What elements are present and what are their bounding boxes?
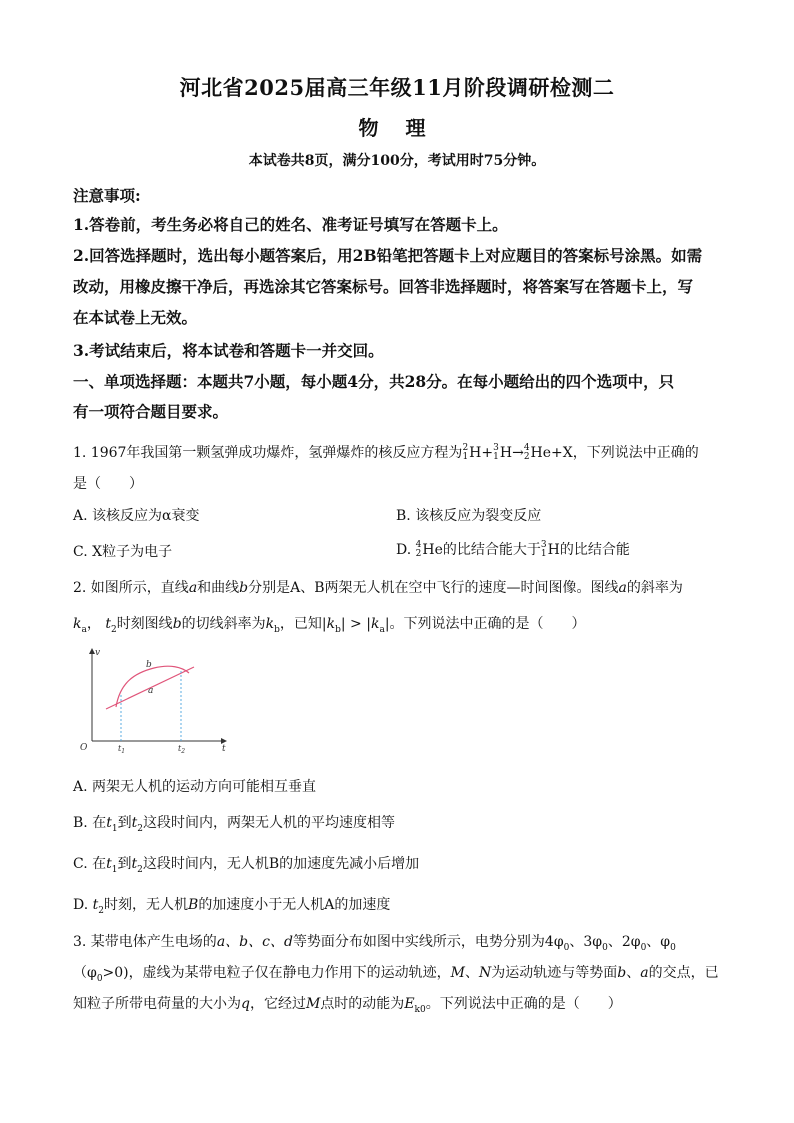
q1-x: X — [562, 445, 573, 461]
q2-option-b: B. 在$t_1$到$t_2$这段时间内，两架无人机的平均速度相等 — [73, 815, 395, 834]
curve-b-label: b — [146, 660, 152, 670]
q1-he: He — [530, 445, 552, 461]
notice-item-1: 1.答卷前，考生务必将自己的姓名、准考证号填写在答题卡上。 — [73, 215, 508, 234]
q2-option-d: D. $t_2$时刻，无人机B的加速度小于无人机A的加速度 — [73, 897, 391, 916]
question-2-stem: 2. 如图所示，直线a和曲线b分别是A、B两架无人机在空中飞行的速度—时间图像。图线a的斜率为 — [73, 580, 683, 596]
q2-option-c: C. 在$t_1$到$t_2$这段时间内，无人机B的加速度先减小后增加 — [73, 856, 420, 875]
section-heading-cont: 有一项符合题目要求。 — [73, 402, 229, 421]
deuterium-nucleus: 2 1 — [462, 443, 469, 462]
exam-info: 本试卷共8页，满分100分，考试用时75分钟。 — [248, 153, 546, 169]
q1-plus: + — [481, 445, 494, 461]
q1-option-c: C. X粒子为电子 — [73, 544, 173, 560]
t2-label: $t_2$ — [178, 744, 186, 755]
question-1-stem — [73, 442, 699, 462]
q1-option-d: D. 4 2 He的比结合能大于 3 1 H的比结合能 — [396, 540, 630, 559]
t-axis-label: t — [222, 744, 226, 754]
q1-h2: H — [469, 445, 482, 461]
reaction-arrow: → — [512, 445, 524, 461]
section-heading: 一、单项选择题：本题共7小题，每小题4分，共28分。在每小题给出的四个选项中，只 — [73, 372, 675, 391]
exam-title: 河北省2025届高三年级11月阶段调研检测二 — [179, 75, 615, 100]
question-1-stem-end: 是（ ） — [73, 476, 143, 492]
question-3-stem: 3. 某带电体产生电场的a、b、c、d等势面分布如图中实线所示，电势分别为$4\varphi_0$、$3\varphi_0$、$2\varphi_0$、$\varphi_0$ — [73, 934, 676, 953]
q2-option-a: A. 两架无人机的运动方向可能相互垂直 — [73, 779, 317, 795]
notice-item-2: 2.回答选择题时，选出每小题答案后，用2B铅笔把答题卡上对应题目的答案标号涂黑。如需 — [73, 246, 703, 265]
q1-option-a: A. 该核反应为α衰变 — [73, 508, 200, 524]
origin-label: O — [80, 743, 88, 753]
notice-heading: 注意事项: — [73, 186, 141, 205]
helium-nucleus: 4 2 — [523, 443, 530, 462]
q1-option-b: B. 该核反应为裂变反应 — [396, 508, 542, 524]
notice-item-3: 3.考试结束后，将本试卷和答题卡一并交回。 — [73, 341, 384, 360]
notice-item-2-cont: 改动，用橡皮擦干净后，再选涂其它答案标号。回答非选择题时，将答案写在答题卡上，写 — [73, 277, 694, 296]
line-a-label: a — [148, 686, 154, 696]
q1-h3: H — [499, 445, 513, 461]
v-axis-label: v — [95, 648, 101, 658]
subject-title: 物 理 — [358, 116, 436, 140]
question-2-stem-cont: $k_a$， $t_2$时刻图线b的切线斜率为$k_b$，已知$|k_b| > |k_a|$。下列说法中正确的是（ ） — [73, 616, 586, 635]
q1-stem-text: 1. 1967年我国第一颗氢弹成功爆炸，氢弹爆炸的核反应方程为 — [73, 445, 463, 461]
notice-item-2-end: 在本试卷上无效。 — [73, 308, 198, 327]
velocity-time-graph — [74, 643, 234, 763]
q1-plus-2: + — [551, 445, 563, 461]
question-3-stem-cont: $(\varphi_0>0)$，虚线为某带电粒子仅在静电力作用下的运动轨迹，M、N为运动轨迹与等势面b、a的交点，已 — [73, 965, 719, 984]
q1-stem-tail: ，下列说法中正确的 — [572, 445, 699, 461]
question-3-stem-end: 知粒子所带电荷量的大小为q，它经过M点时的动能为$E_{k0}$。下列说法中正确的是（ ） — [73, 996, 622, 1015]
t1-label: $t_1$ — [118, 744, 126, 755]
tritium-nucleus: 3 1 — [493, 443, 499, 462]
